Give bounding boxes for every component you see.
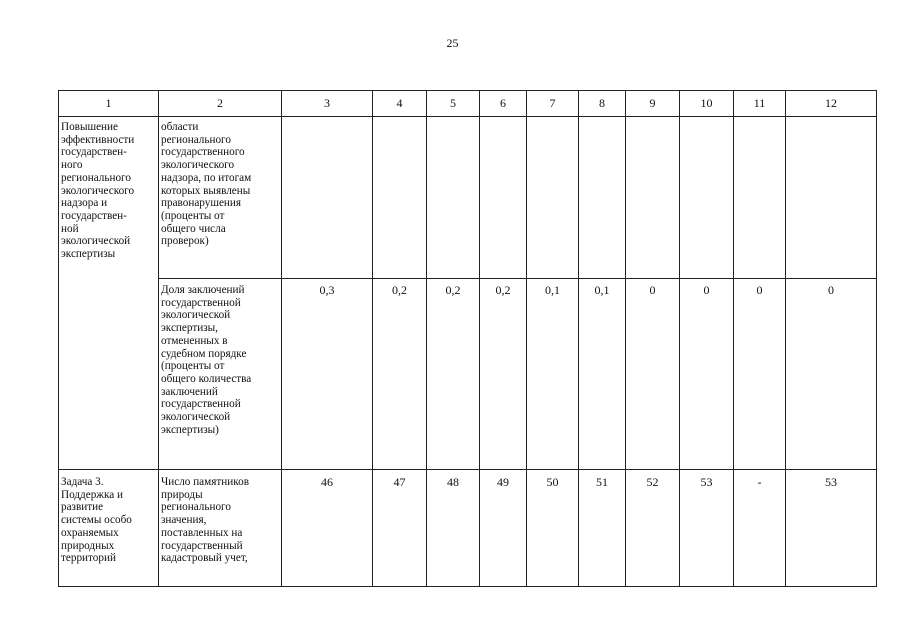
header-cell: 11 [734,91,786,117]
value-cell: 0,1 [579,279,626,470]
indicator-cell: Число памятников природы регионального значения, поставленных на государственный кадастровый учет, [159,470,282,587]
value-cell: 50 [527,470,579,587]
value-cell [527,117,579,279]
value-cell: 47 [373,470,427,587]
indicators-table [58,90,877,587]
value-cell [427,117,480,279]
header-cell: 1 [59,91,159,117]
header-cell: 7 [527,91,579,117]
page-number: 25 [446,36,459,50]
indicator-cell: Доля заключений государственной экологической экспертизы, отмененных в судебном порядке (проценты от общего количества заключений государственной экологической экспертизы) [159,279,282,470]
value-cell: 0,2 [427,279,480,470]
table-row [59,117,877,279]
value-cell: 0 [680,279,734,470]
value-cell: 53 [786,470,877,587]
indicator-cell: области регионального государственного экологического надзора, по итогам которых выявлены правонарушения (проценты от общего числа проверок) [159,117,282,279]
value-cell [480,117,527,279]
value-cell: 51 [579,470,626,587]
value-cell [786,117,877,279]
header-cell: 3 [282,91,373,117]
value-cell [680,117,734,279]
value-cell: 0,1 [527,279,579,470]
header-cell: 2 [159,91,282,117]
table-header-row [59,91,877,117]
header-cell: 5 [427,91,480,117]
value-cell: 0 [626,279,680,470]
value-cell [579,117,626,279]
value-cell [282,117,373,279]
header-cell: 9 [626,91,680,117]
value-cell: 49 [480,470,527,587]
value-cell: 0,2 [373,279,427,470]
value-cell [373,117,427,279]
header-cell: 8 [579,91,626,117]
task-cell: Задача 3. Поддержка и развитие системы особо охраняемых природных территорий [59,470,159,587]
table-row [59,470,877,587]
value-cell: - [734,470,786,587]
value-cell: 0,3 [282,279,373,470]
value-cell: 0 [786,279,877,470]
value-cell: 0 [734,279,786,470]
value-cell [734,117,786,279]
table-row [59,279,877,470]
value-cell: 53 [680,470,734,587]
header-cell: 4 [373,91,427,117]
value-cell: 52 [626,470,680,587]
task-cell: Повышение эффективности государствен- ного регионального экологического надзора и государствен- ной экологической экспертизы [59,117,159,470]
header-cell: 12 [786,91,877,117]
value-cell: 46 [282,470,373,587]
value-cell [626,117,680,279]
value-cell: 0,2 [480,279,527,470]
header-cell: 6 [480,91,527,117]
value-cell: 48 [427,470,480,587]
header-cell: 10 [680,91,734,117]
